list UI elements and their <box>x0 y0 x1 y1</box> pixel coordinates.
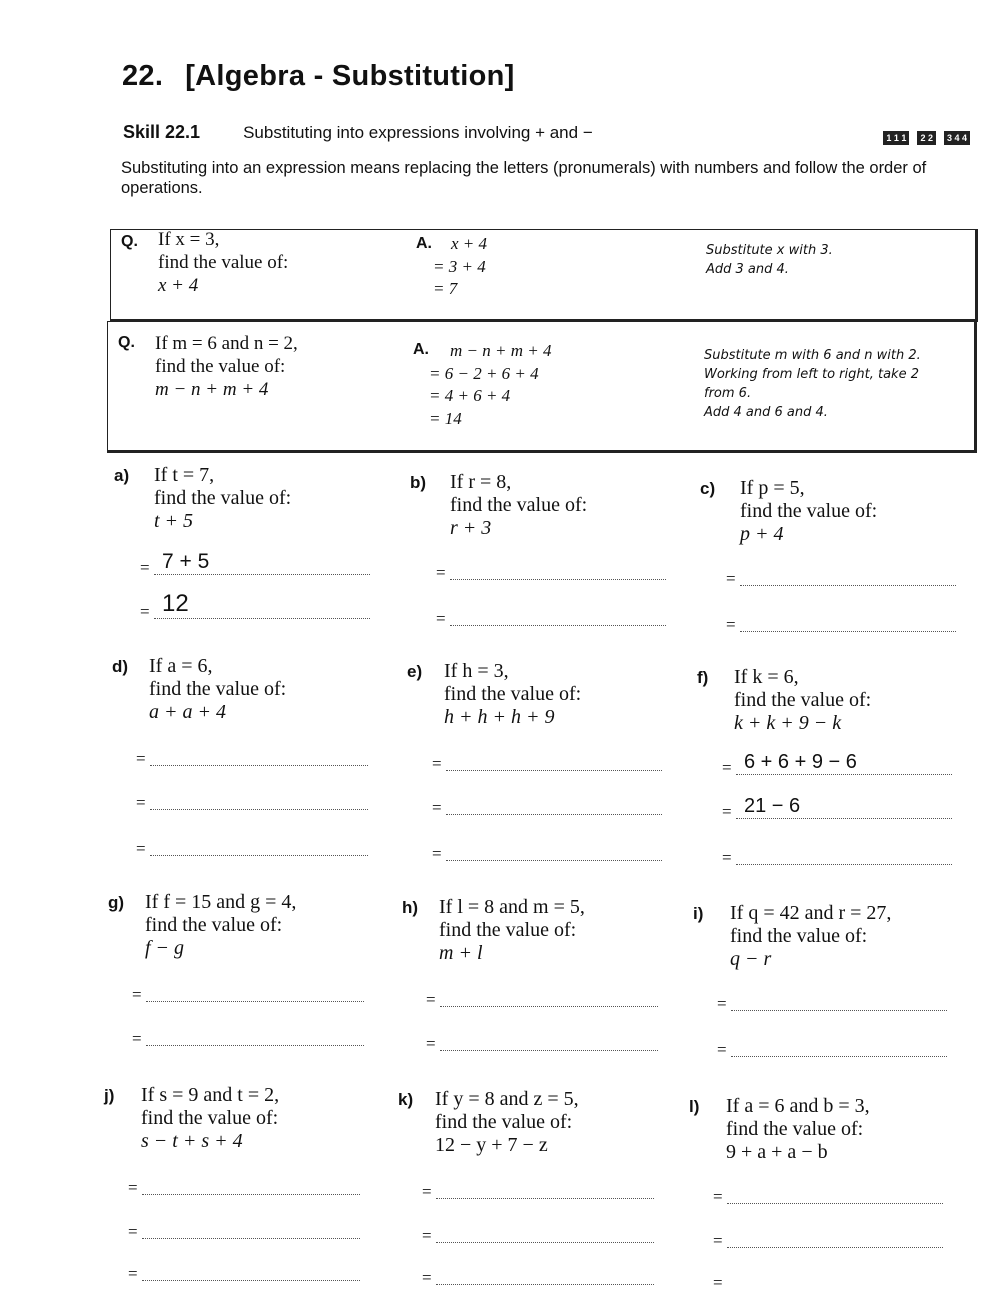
answer-line[interactable] <box>722 752 952 778</box>
equals-sign: = <box>722 758 732 777</box>
question-line: If x = 3, <box>158 229 220 250</box>
problem-expression: a + a + 4 <box>149 701 226 723</box>
answer-line: = 14 <box>429 408 462 428</box>
equals-sign: = <box>136 749 146 768</box>
level-badge: 2 2 <box>917 131 936 145</box>
blank-line <box>450 579 666 580</box>
blank-line <box>142 1280 360 1281</box>
blank-line <box>731 1056 947 1057</box>
answer-line[interactable] <box>128 1258 360 1284</box>
problem-expression: m + l <box>439 942 483 964</box>
equals-sign: = <box>132 985 142 1004</box>
problem-label: j) <box>104 1086 115 1105</box>
answer-line[interactable] <box>713 1267 943 1291</box>
problem-expression: 12 − y + 7 − z <box>435 1134 548 1156</box>
problem-given: If h = 3, <box>444 660 509 682</box>
answer-line[interactable] <box>132 1023 364 1049</box>
level-badge: 3 4 4 <box>944 131 970 145</box>
blank-line <box>146 1001 364 1002</box>
problem-text <box>444 660 581 729</box>
blank-line <box>736 818 952 819</box>
answer-line: = 3 + 4 <box>433 256 486 276</box>
blank-line <box>150 809 368 810</box>
problem-text <box>154 464 291 533</box>
blank-line <box>740 631 956 632</box>
problem-prompt: find the value of: <box>154 487 292 509</box>
problem-label: l) <box>689 1097 700 1116</box>
equals-sign: = <box>717 1040 727 1059</box>
equals-sign: = <box>128 1222 138 1241</box>
problem-prompt: find the value of: <box>141 1107 279 1129</box>
answer-line[interactable] <box>432 792 662 818</box>
equals-sign: = <box>136 793 146 812</box>
question-line: m − n + m + 4 <box>155 379 269 400</box>
problem-given: If a = 6 and b = 3, <box>726 1095 870 1117</box>
note-line: Substitute x with 3. <box>706 243 833 258</box>
skill-code: Skill 22.1 <box>123 122 201 142</box>
answer-line[interactable] <box>426 984 658 1010</box>
problem-expression: t + 5 <box>154 510 194 532</box>
problem-given: If s = 9 and t = 2, <box>141 1084 280 1106</box>
problem-label: k) <box>398 1090 414 1109</box>
equals-sign: = <box>432 754 442 773</box>
problem-text <box>141 1084 279 1153</box>
problem-text <box>726 1095 870 1164</box>
problem-expression: k + k + 9 − k <box>734 712 842 734</box>
answer-line[interactable] <box>136 743 368 769</box>
problem-given: If a = 6, <box>149 655 213 677</box>
level-badges <box>883 131 970 145</box>
answer-line[interactable] <box>136 787 368 813</box>
answer-line[interactable] <box>717 988 947 1014</box>
blank-line <box>142 1194 360 1195</box>
problem-text <box>145 891 296 960</box>
example-notes <box>704 346 921 422</box>
equals-sign: = <box>713 1273 723 1291</box>
problem-given: If k = 6, <box>734 666 799 688</box>
blank-line <box>150 855 368 856</box>
problem-given: If f = 15 and g = 4, <box>145 891 297 913</box>
chapter-topic: [Algebra - Substitution] <box>185 60 515 92</box>
problem-label: c) <box>700 479 716 498</box>
equals-sign: = <box>422 1226 432 1245</box>
blank-line <box>727 1203 943 1204</box>
equals-sign: = <box>128 1264 138 1283</box>
answer-line[interactable] <box>426 1028 658 1054</box>
blank-line <box>154 574 370 575</box>
page-title <box>122 60 515 93</box>
answer-line[interactable] <box>432 748 662 774</box>
blank-line <box>731 1010 947 1011</box>
answer-line[interactable] <box>140 590 370 622</box>
problem-text <box>730 902 891 971</box>
question-line: If m = 6 and n = 2, <box>155 333 298 354</box>
blank-line <box>740 585 956 586</box>
answer-line[interactable] <box>717 1034 947 1060</box>
blank-line <box>727 1247 943 1248</box>
problem-prompt: find the value of: <box>145 914 283 936</box>
blank-line <box>736 774 952 775</box>
problem-text <box>149 655 286 724</box>
example-question <box>158 228 288 297</box>
handwritten-answer: 12 <box>162 590 189 617</box>
handwritten-answer: 6 + 6 + 9 − 6 <box>744 751 857 773</box>
example-answer <box>429 340 552 430</box>
answer-line[interactable] <box>422 1220 654 1246</box>
problem-prompt: find the value of: <box>444 683 582 705</box>
problem-given: If t = 7, <box>154 464 215 486</box>
answer-line[interactable] <box>432 838 662 864</box>
blank-line <box>146 1045 364 1046</box>
problem-expression: f − g <box>145 937 185 959</box>
skill-header <box>123 122 593 143</box>
question-line: find the value of: <box>155 356 286 377</box>
question-line: find the value of: <box>158 252 289 273</box>
problem-label: e) <box>407 662 423 681</box>
problem-expression: p + 4 <box>740 523 784 545</box>
equals-sign: = <box>426 990 436 1009</box>
blank-line <box>436 1198 654 1199</box>
answer-line[interactable] <box>422 1176 654 1202</box>
problem-label: a) <box>114 466 130 485</box>
equals-sign: = <box>726 615 736 634</box>
example-answer <box>433 233 488 301</box>
problem-text <box>734 666 871 735</box>
problem-prompt: find the value of: <box>435 1111 573 1133</box>
problem-label: d) <box>112 657 129 676</box>
answer-line[interactable] <box>722 842 952 868</box>
problem-prompt: find the value of: <box>439 919 577 941</box>
problem-label: g) <box>108 893 125 912</box>
blank-line <box>436 1284 654 1285</box>
problem-text <box>435 1088 579 1157</box>
problem-expression: s − t + s + 4 <box>141 1130 243 1152</box>
answer-line[interactable] <box>140 552 370 578</box>
answer-line: = 6 − 2 + 6 + 4 <box>429 363 539 383</box>
problem-text <box>439 896 585 965</box>
problem-text <box>740 477 877 546</box>
blank-line <box>446 860 662 861</box>
note-line: Working from left to right, take 2 <box>704 367 919 382</box>
equals-sign: = <box>713 1231 723 1250</box>
blank-line <box>440 1050 658 1051</box>
equals-sign: = <box>713 1187 723 1206</box>
blank-line <box>436 1242 654 1243</box>
note-line: Substitute m with 6 and n with 2. <box>704 348 921 363</box>
problem-expression: q − r <box>730 948 772 970</box>
problem-given: If y = 8 and z = 5, <box>435 1088 579 1110</box>
skill-description: Substituting into expressions involving + and − <box>243 123 593 142</box>
problem-given: If p = 5, <box>740 477 805 499</box>
problem-given: If l = 8 and m = 5, <box>439 896 585 918</box>
answer-line[interactable] <box>722 796 952 822</box>
example-question <box>155 332 298 401</box>
blank-line <box>736 864 952 865</box>
problem-label: f) <box>697 668 709 687</box>
problem-expression: 9 + a + a − b <box>726 1141 828 1163</box>
equals-sign: = <box>432 798 442 817</box>
note-line: Add 4 and 6 and 4. <box>704 405 828 420</box>
example-notes <box>706 241 833 279</box>
answer-label: A. <box>413 341 429 358</box>
answer-line[interactable] <box>128 1216 360 1242</box>
problem-expression: r + 3 <box>450 517 492 539</box>
answer-line: m − n + m + 4 <box>450 341 552 360</box>
equals-sign: = <box>722 802 732 821</box>
problem-prompt: find the value of: <box>730 925 868 947</box>
problem-prompt: find the value of: <box>149 678 287 700</box>
problem-label: h) <box>402 898 419 917</box>
handwritten-answer: 21 − 6 <box>744 795 801 817</box>
problem-prompt: find the value of: <box>726 1118 864 1140</box>
blank-line <box>154 618 370 619</box>
equals-sign: = <box>140 602 150 621</box>
blank-line <box>142 1238 360 1239</box>
answer-line[interactable] <box>436 557 666 583</box>
equals-sign: = <box>140 558 150 577</box>
answer-label: A. <box>416 235 432 252</box>
problem-given: If q = 42 and r = 27, <box>730 902 892 924</box>
equals-sign: = <box>436 609 446 628</box>
worked-example-2 <box>107 321 977 453</box>
level-badge: 1 1 1 <box>883 131 909 145</box>
answer-line[interactable] <box>713 1225 943 1251</box>
question-label: Q. <box>121 233 138 250</box>
problem-prompt: find the value of: <box>734 689 872 711</box>
answer-line: = 4 + 6 + 4 <box>429 386 511 405</box>
worked-example-1 <box>110 229 978 322</box>
question-label: Q. <box>118 334 135 351</box>
equals-sign: = <box>726 569 736 588</box>
answer-line[interactable] <box>713 1181 943 1207</box>
answer-line[interactable] <box>422 1262 654 1288</box>
equals-sign: = <box>132 1029 142 1048</box>
equals-sign: = <box>717 994 727 1013</box>
answer-line[interactable] <box>136 833 368 859</box>
blank-line <box>446 770 662 771</box>
answer-line[interactable] <box>436 603 666 629</box>
equals-sign: = <box>722 848 732 867</box>
answer-line[interactable] <box>726 563 956 589</box>
note-line: Add 3 and 4. <box>706 262 789 277</box>
blank-line <box>440 1006 658 1007</box>
problem-prompt: find the value of: <box>450 494 588 516</box>
equals-sign: = <box>432 844 442 863</box>
answer-line: x + 4 <box>451 234 488 253</box>
problem-label: i) <box>693 904 704 923</box>
equals-sign: = <box>426 1034 436 1053</box>
equals-sign: = <box>422 1268 432 1287</box>
note-line: from 6. <box>704 386 752 401</box>
intro-text: Substituting into an expression means replacing the letters (pronumerals) with numbers and follow the order of operations. <box>121 159 927 197</box>
blank-line <box>446 814 662 815</box>
blank-line <box>150 765 368 766</box>
blank-line <box>450 625 666 626</box>
equals-sign: = <box>136 839 146 858</box>
answer-line[interactable] <box>128 1172 360 1198</box>
equals-sign: = <box>436 563 446 582</box>
problem-prompt: find the value of: <box>740 500 878 522</box>
problem-expression: h + h + h + 9 <box>444 706 555 728</box>
equals-sign: = <box>422 1182 432 1201</box>
answer-line: = 7 <box>433 279 458 298</box>
answer-line[interactable] <box>726 609 956 635</box>
answer-line[interactable] <box>132 979 364 1005</box>
problem-text <box>450 471 587 540</box>
handwritten-answer: 7 + 5 <box>162 550 210 573</box>
problem-given: If r = 8, <box>450 471 512 493</box>
question-line: x + 4 <box>158 275 199 296</box>
problem-label: b) <box>410 473 427 492</box>
chapter-number: 22. <box>122 60 164 92</box>
equals-sign: = <box>128 1178 138 1197</box>
